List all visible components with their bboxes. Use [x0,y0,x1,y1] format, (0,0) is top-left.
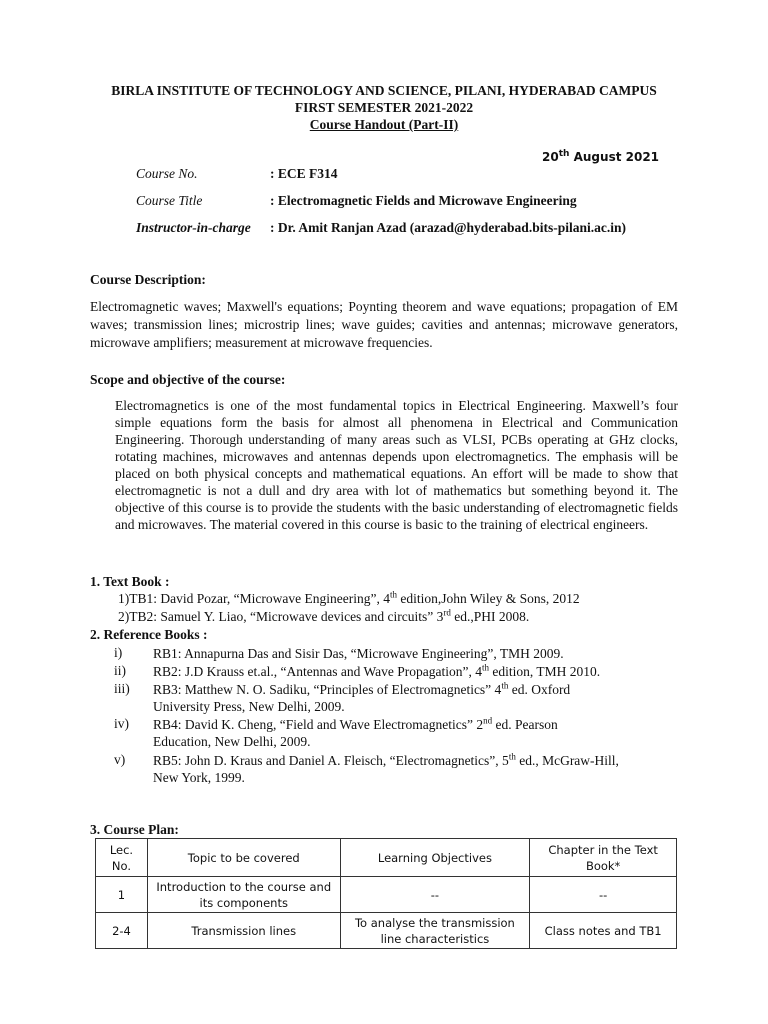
table-row [96,913,677,949]
ref-rb1: RB1: Annapurna Das and Sisir Das, “Microwave Engineering”, TMH 2009. [153,646,564,661]
ref-num-2: ii) [114,663,126,678]
table-cell: Class notes and TB1 [530,913,677,949]
ref-num-1: i) [114,645,123,660]
course-title-value: : Electromagnetic Fields and Microwave Engineering [270,193,577,208]
scope-text: Electromagnetics is one of the most fundamental topics in Electrical Engineering. Maxwell’s four simple equations form the basis for almost all phenomena in Electrical and Communication Engineering. Thorough understanding of many areas such as VLSI, PCBs operating at GHz clocks, rotating machines, microwaves and antennas depends upon electromagnetics. The emphasis will be placed on both physical concepts and mathematical equations. An effort will be made to show that electromagnetic is not a dull and dry area with lot of mathematics but something beyond it. The objective of this course is to provide the students with the basic understanding of electromagnetic fields and microwaves. The material covered in this course is basic to the training of electrical engineers. [115,398,678,532]
course-no-value: : ECE F314 [270,166,338,181]
table-header-cell: Learning Objectives [340,839,530,877]
table-cell: -- [530,877,677,913]
description-text: Electromagnetic waves; Maxwell's equations; Poynting theorem and wave equations; propagation of EM waves; transmission lines; microstrip lines; wave guides; cavities and antennas; microwave generators, microwave amplifiers; measurement at microwave frequencies. [90,299,678,350]
table-cell: 2-4 [96,913,148,949]
ref-rb3: RB3: Matthew N. O. Sadiku, “Principles of Electromagnetics” 4th ed. Oxford University Press, New Delhi, 2009. [153,680,571,714]
plan-heading: 3. Course Plan: [90,822,179,837]
semester-title: FIRST SEMESTER 2021-2022 [294,100,474,115]
table-cell: 1 [96,877,148,913]
reference-heading: 2. Reference Books : [90,627,208,642]
instructor-value: : Dr. Amit Ranjan Azad (arazad@hyderabad.bits-pilani.ac.in) [270,220,626,235]
table-header-cell: Topic to be covered [147,839,340,877]
table-cell: Introduction to the course and its components [147,877,340,913]
table-header-cell: Chapter in the Text Book* [530,839,677,877]
table-header-cell: Lec. No. [96,839,148,877]
textbook-heading: 1. Text Book : [90,574,170,589]
course-title-label: Course Title [136,193,203,208]
handout-title: Course Handout (Part-II) [309,117,459,132]
institute-title: BIRLA INSTITUTE OF TECHNOLOGY AND SCIENCE, PILANI, HYDERABAD CAMPUS [111,83,657,98]
handout-date: 20th August 2021 [542,149,660,164]
description-heading: Course Description: [90,272,206,287]
course-plan-table [95,838,677,949]
table-cell: Transmission lines [147,913,340,949]
course-no-label: Course No. [136,166,198,181]
ref-rb4: RB4: David K. Cheng, “Field and Wave Electromagnetics” 2nd ed. Pearson Education, New Delhi, 2009. [153,715,558,749]
textbook-tb2: 2)TB2: Samuel Y. Liao, “Microwave devices and circuits” 3rd ed.,PHI 2008. [118,607,530,624]
instructor-label: Instructor-in-charge [136,220,251,235]
table-row [96,877,677,913]
ref-rb2: RB2: J.D Krauss et.al., “Antennas and Wave Propagation”, 4th edition, TMH 2010. [153,662,601,679]
table-cell: -- [340,877,530,913]
table-cell: To analyse the transmission line characteristics [340,913,530,949]
ref-num-3: iii) [114,681,130,696]
ref-rb5: RB5: John D. Kraus and Daniel A. Fleisch, “Electromagnetics”, 5th ed., McGraw-Hill, New York, 1999. [153,751,619,785]
ref-num-4: iv) [114,716,129,731]
textbook-tb1: 1)TB1: David Pozar, “Microwave Engineering”, 4th edition,John Wiley & Sons, 2012 [118,589,580,606]
table-header-row [96,839,677,877]
scope-heading: Scope and objective of the course: [90,372,286,387]
ref-num-5: v) [114,752,126,767]
